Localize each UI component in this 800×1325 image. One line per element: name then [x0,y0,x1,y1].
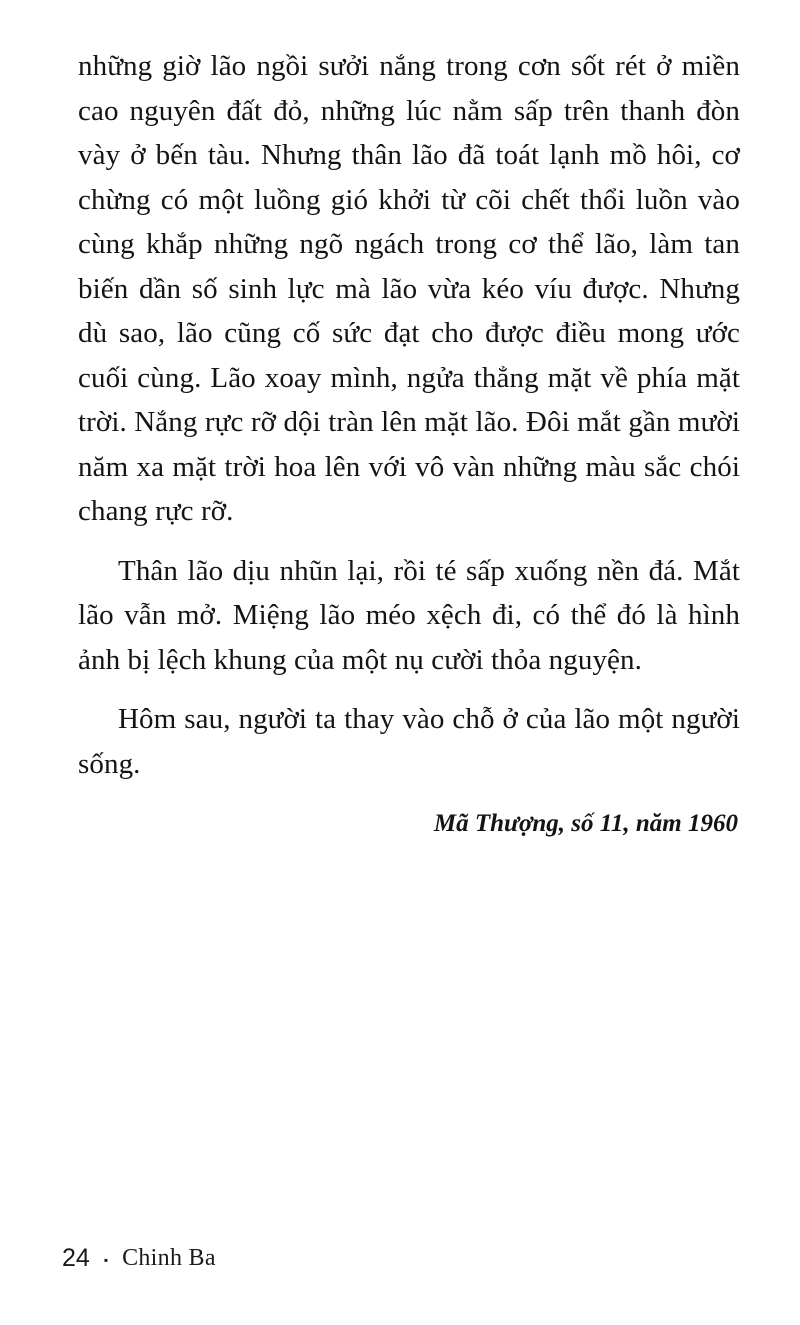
page-footer [62,1244,216,1273]
page-body [78,44,740,838]
story-attribution: Mã Thượng, số 11, năm 1960 [433,810,738,837]
footer-bullet-icon: ▪ [103,1252,109,1267]
paragraph-1: những giờ lão ngồi sưởi nắng trong cơn sốt rét ở miền cao nguyên đất đỏ, những lúc nằm sấp trên thanh đòn vày ở bến tàu. Nhưng thân lão đã toát lạnh mồ hôi, cơ chừng có một luồng gió khởi từ cõi chết thổi luồn vào cùng khắp những ngõ ngách trong cơ thể lão, làm tan biến dần số sinh lực mà lão vừa kéo víu được. Nhưng dù sao, lão cũng cố sức đạt cho được điều mong ước cuối cùng. Lão xoay mình, ngửa thẳng mặt về phía mặt trời. Nắng rực rỡ dội tràn lên mặt lão. Đôi mắt gần mười năm xa mặt trời hoa lên với vô vàn những màu sắc chói chang rực rỡ. [78,50,740,527]
paragraph-3: Hôm sau, người ta thay vào chỗ ở của lão một người sống. [78,703,740,780]
paragraph-2: Thân lão dịu nhũn lại, rồi té sấp xuống nền đá. Mắt lão vẫn mở. Miệng lão méo xệch đi, có thể đó là hình ảnh bị lệch khung của một nụ cười thỏa nguyện. [78,554,740,676]
book-title: Chinh Ba [122,1245,216,1271]
page-number: 24 [62,1244,90,1272]
